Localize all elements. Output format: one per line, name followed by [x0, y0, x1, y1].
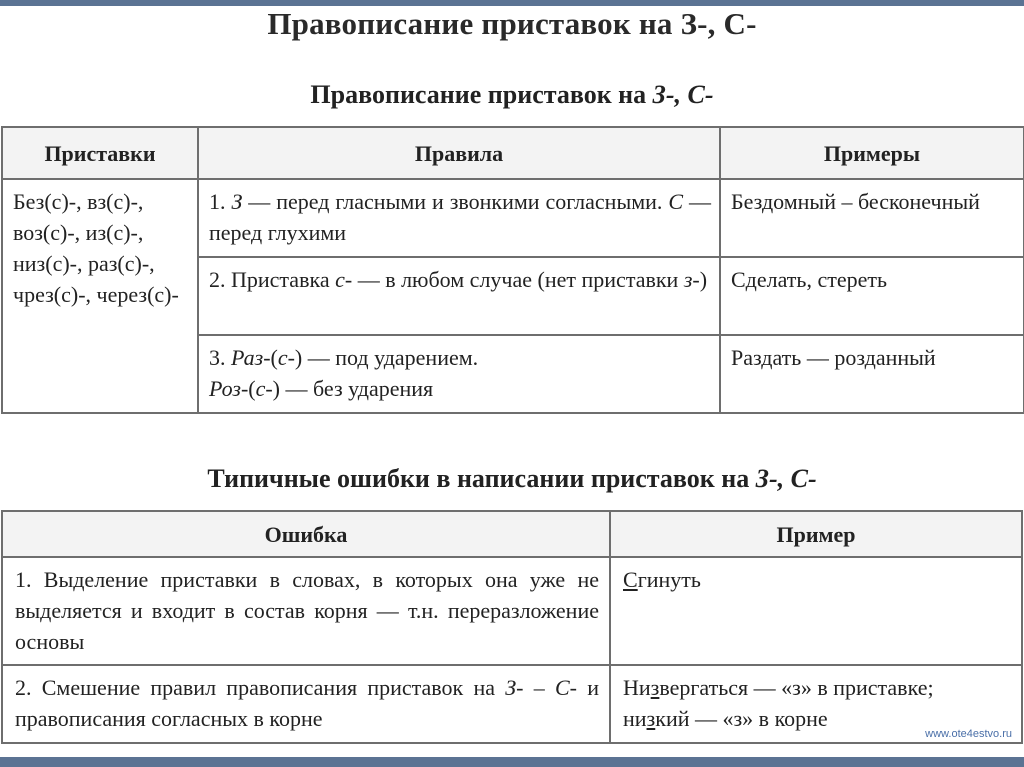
rule-3-roz: Роз	[209, 376, 241, 401]
errors-table-header-row	[2, 511, 610, 557]
error-example-1-rest: гинуть	[637, 567, 701, 592]
table-row	[2, 665, 610, 743]
header-example: Пример	[610, 511, 1022, 557]
bottom-accent-bar	[0, 757, 1024, 767]
example-cell-2: Сделать, стереть	[720, 257, 1024, 335]
rule-cell-3	[198, 335, 720, 413]
rule-2-prefix-2: з-	[683, 267, 700, 292]
error-example-2a-pre: Ни	[623, 675, 651, 700]
error-example-cell-1	[610, 557, 1022, 665]
errors-examples-header-row	[610, 511, 1022, 557]
error-cell-2	[2, 665, 610, 743]
rule-3-raz-tail: -) — под ударением.	[287, 345, 479, 370]
error-2-letters: З- – С-	[505, 675, 577, 700]
rule-3-raz-open: -(	[263, 345, 278, 370]
watermark: www.ote4estvo.ru	[925, 728, 1012, 740]
slide-title: Правописание приставок на З-, С-	[267, 6, 757, 41]
rule-1-number: 1.	[209, 189, 226, 214]
rule-cell-2	[198, 257, 720, 335]
rule-2-text-c: )	[699, 267, 708, 292]
error-example-2b-underlined: з	[646, 706, 656, 731]
rules-table	[1, 126, 1024, 414]
error-2-text-b: и правописания согласных в корне	[15, 675, 600, 731]
error-example-2a-underlined: з	[650, 675, 660, 700]
rule-2-text-a: 2. Приставка	[209, 267, 336, 292]
error-2-text-a: 2. Смешение правил правописания приставок на	[15, 675, 506, 700]
rule-1-letter-s: С	[668, 189, 684, 214]
rule-2-text-b: — в любом случае (нет приставки	[352, 267, 684, 292]
rule-1-text-a: — перед гласными и звонкими согласными.	[242, 189, 669, 214]
header-examples: Примеры	[720, 127, 1024, 179]
error-example-2b-pre: ни	[623, 706, 647, 731]
rules-table-header-row	[2, 127, 1024, 179]
rules-section-title-text: Правописание приставок на	[310, 80, 653, 109]
rule-3-roz-tail: -) — без ударения	[265, 376, 434, 401]
header-error: Ошибка	[2, 511, 610, 557]
rule-3-raz: Раз	[231, 345, 264, 370]
header-prefixes: Приставки	[2, 127, 198, 179]
prefixes-cell: Без(с)-, вз(с)-, воз(с)-, из(с)-, низ(с)-, раз(с)-, чрез(с)-, через(с)-	[2, 179, 198, 413]
rules-section-title-letters: З-, С-	[652, 80, 714, 109]
error-example-2b-post: кий — «з» в корне	[655, 706, 828, 731]
table-row	[2, 557, 610, 665]
rule-2-prefix: с-	[335, 267, 353, 292]
header-rules: Правила	[198, 127, 720, 179]
table-row	[610, 557, 1022, 665]
errors-examples-table	[609, 510, 1023, 744]
rule-3-roz-open: -(	[240, 376, 256, 401]
example-cell-3: Раздать — розданный	[720, 335, 1024, 413]
errors-table	[1, 510, 611, 744]
rules-section-title	[0, 80, 1024, 110]
rule-3-roz-s: с	[255, 376, 266, 401]
rule-3-number: 3.	[209, 345, 231, 370]
rule-cell-1	[198, 179, 720, 257]
errors-section-title-text: Типичные ошибки в написании приставок на	[207, 464, 756, 493]
errors-section-title-letters: З-, С-	[755, 464, 817, 493]
rule-1-letter-z: З	[231, 189, 243, 214]
error-example-2a-post: вергаться — «з» в приставке;	[659, 675, 934, 700]
example-cell-1: Бездомный – бесконечный	[720, 179, 1024, 257]
rule-1-text-b: — перед глухими	[209, 189, 712, 245]
rule-3-raz-s: с	[277, 345, 288, 370]
error-example-1-underlined: С	[623, 567, 638, 592]
errors-section-title	[0, 464, 1024, 494]
error-cell-1: 1. Выделение приставки в словах, в которых она уже не выделяется и входит в состав корня — т.н. переразложение основы	[2, 557, 610, 665]
table-row	[2, 179, 1024, 257]
